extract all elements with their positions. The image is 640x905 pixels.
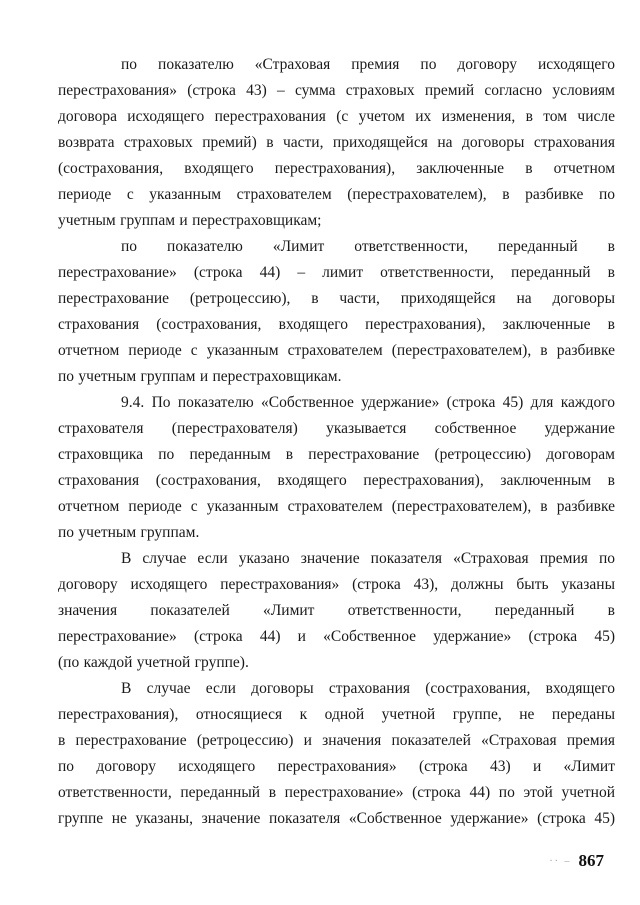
paragraph-required-values <box>58 546 615 676</box>
text-line: группе не указаны, значение показателя «Собственное удержание» (строка 45) <box>58 810 615 827</box>
text-line: страховщика по переданным в перестрахование (ретроцессию) договорам <box>58 446 615 463</box>
text-line: перестрахования), относящиеся к одной учетной группе, не переданы <box>58 706 615 723</box>
text-line: В случае если договоры страхования (сострахования, входящего <box>121 680 615 697</box>
text-line: возврата страховых премий) в части, приходящейся на договоры страхования <box>58 134 615 151</box>
paragraph-not-transferred <box>58 676 615 832</box>
page-footer <box>549 851 604 871</box>
text-line: перестрахование (ретроцессию), в части, приходящейся на договоры <box>58 290 615 307</box>
text-line: по учетным группам. <box>58 524 200 541</box>
text-line: по показателю «Страховая премия по договору исходящего <box>121 56 615 73</box>
text-line: В случае если указано значение показателя «Страховая премия по <box>121 550 615 567</box>
text-line: 9.4. По показателю «Собственное удержание» (строка 45) для каждого <box>121 394 615 411</box>
text-line: учетным группам и перестраховщикам; <box>58 212 322 229</box>
text-line: договору исходящего перестрахования» (строка 43), должны быть указаны <box>58 576 615 593</box>
text-line: страхования (сострахования, входящего перестрахования), заключенным в <box>58 472 615 489</box>
text-line: по показателю «Лимит ответственности, переданный в <box>121 238 615 255</box>
text-line: страхователя (перестрахователя) указывается собственное удержание <box>58 420 615 437</box>
text-line: периоде с указанным страхователем (перестрахователем), в разбивке по <box>58 186 615 203</box>
page-number: 867 <box>578 851 604 870</box>
text-line: перестрахования» (строка 43) – сумма страховых премий согласно условиям <box>58 82 615 99</box>
paragraph-premium-row43 <box>58 52 615 234</box>
text-line: ответственности, переданный в перестрахование» (строка 44) по этой учетной <box>58 784 615 801</box>
text-line: по учетным группам и перестраховщикам. <box>58 368 342 385</box>
paragraph-9-4-own-retention-row45 <box>58 390 615 546</box>
text-line: в перестрахование (ретроцессию) и значения показателей «Страховая премия <box>58 732 615 749</box>
text-line: значения показателей «Лимит ответственности, переданный в <box>58 602 615 619</box>
scan-artifact-marks: ·· – <box>549 855 572 867</box>
text-line: страхования (сострахования, входящего перестрахования), заключенные в <box>58 316 615 333</box>
text-line: (по каждой учетной группе). <box>58 654 249 671</box>
document-body <box>58 52 615 832</box>
text-line: перестрахование» (строка 44) и «Собственное удержание» (строка 45) <box>58 628 615 645</box>
text-line: по договору исходящего перестрахования» (строка 43) и «Лимит <box>58 758 615 775</box>
text-line: перестрахование» (строка 44) – лимит ответственности, переданный в <box>58 264 615 281</box>
text-line: (сострахования, входящего перестрахования), заключенные в отчетном <box>58 160 615 177</box>
text-line: отчетном периоде с указанным страхователем (перестрахователем), в разбивке <box>58 498 615 515</box>
text-line: отчетном периоде с указанным страхователем (перестрахователем), в разбивке <box>58 342 615 359</box>
paragraph-limit-row44 <box>58 234 615 390</box>
text-line: договора исходящего перестрахования (с учетом их изменения, в том числе <box>58 108 615 125</box>
